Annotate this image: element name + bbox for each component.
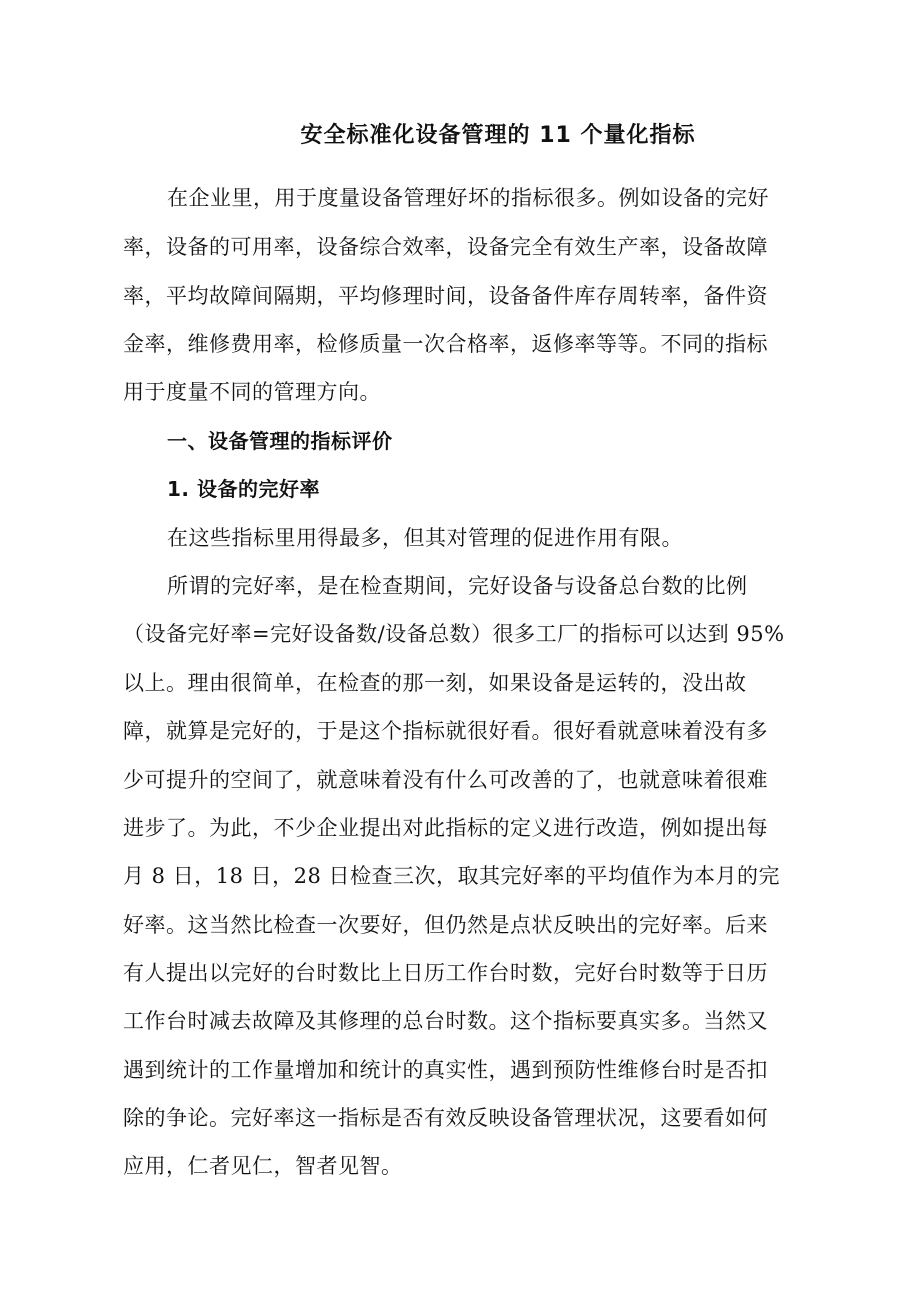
paragraph-line: 工作台时减去故障及其修理的总台时数。这个指标要真实多。当然又 — [123, 1009, 768, 1033]
paragraph-line: 月 8 日，18 日，28 日检查三次，取其完好率的平均值作为本月的完 — [123, 864, 781, 888]
paragraph-line: 以上。理由很简单，在检查的那一刻，如果设备是运转的，没出故 — [123, 671, 747, 695]
paragraph-line: （设备完好率=完好设备数/设备总数）很多工厂的指标可以达到 95% — [123, 622, 785, 646]
document-title: 安全标准化设备管理的 11 个量化指标 — [300, 123, 696, 148]
intro-line: 在企业里，用于度量设备管理好坏的指标很多。例如设备的完好 — [167, 186, 769, 210]
subsection-heading: 1. 设备的完好率 — [167, 477, 320, 501]
paragraph-line: 遇到统计的工作量增加和统计的真实性，遇到预防性维修台时是否扣 — [123, 1058, 768, 1082]
paragraph-line: 好率。这当然比检查一次要好，但仍然是点状反映出的完好率。后来 — [123, 913, 768, 937]
paragraph-line: 障，就算是完好的，于是这个指标就很好看。很好看就意味着没有多 — [123, 719, 768, 743]
section-heading: 一、设备管理的指标评价 — [167, 429, 393, 453]
intro-line: 用于度量不同的管理方向。 — [123, 380, 381, 404]
intro-line: 率，平均故障间隔期，平均修理时间，设备备件库存周转率，备件资 — [123, 284, 768, 308]
intro-line: 金率，维修费用率，检修质量一次合格率，返修率等等。不同的指标 — [123, 332, 768, 356]
paragraph-line: 进步了。为此，不少企业提出对此指标的定义进行改造，例如提出每 — [123, 816, 768, 840]
intro-line: 率，设备的可用率，设备综合效率，设备完全有效生产率，设备故障 — [123, 235, 768, 259]
paragraph-line: 除的争论。完好率这一指标是否有效反映设备管理状况，这要看如何 — [123, 1106, 768, 1130]
paragraph-line: 少可提升的空间了，就意味着没有什么可改善的了，也就意味着很难 — [123, 768, 768, 792]
paragraph-line: 在这些指标里用得最多，但其对管理的促进作用有限。 — [167, 526, 683, 550]
paragraph-line: 所谓的完好率，是在检查期间，完好设备与设备总台数的比例 — [167, 574, 748, 598]
paragraph-line: 应用，仁者见仁，智者见智。 — [123, 1154, 403, 1178]
paragraph-line: 有人提出以完好的台时数比上日历工作台时数，完好台时数等于日历 — [123, 961, 768, 985]
